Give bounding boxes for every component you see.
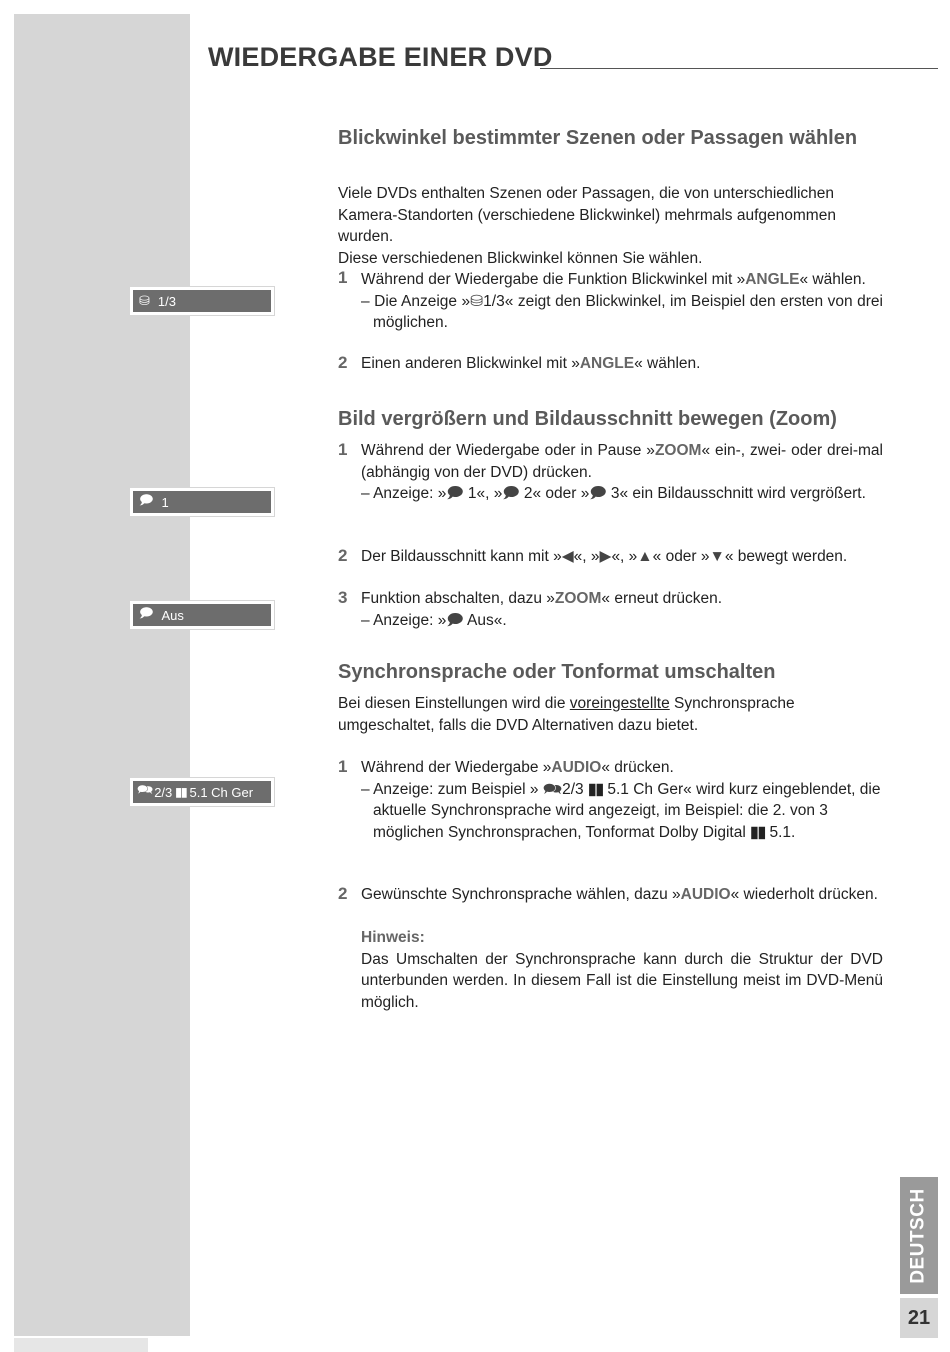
speech-bubble-icon: 🗪 bbox=[542, 780, 563, 798]
osd-zoom-off-value: Aus bbox=[161, 607, 184, 623]
section-angle-step-1: Während der Wiedergabe die Funktion Blickwinkel mit »ANGLE« wählen. – Die Anzeige »⛁1/3« zeigt den Blickwinkel, im Beispiel den ersten von drei möglichen. bbox=[361, 271, 883, 331]
key-angle: ANGLE bbox=[745, 271, 800, 288]
zoom-magnifier-icon: 🗩 bbox=[446, 485, 464, 502]
camera-angle-icon: ⛁ bbox=[470, 292, 484, 310]
note-text: Das Umschalten der Synchronsprache kann durch die Struktur der DVD unterbunden werden. In diesem Fall ist die Einstellung meist im DVD-Menü möglich. bbox=[361, 950, 883, 1011]
section-zoom-step-1: Während der Wiedergabe oder in Pause »ZOOM« ein-, zwei- oder drei-mal (abhängig von der DVD) drücken. – Anzeige: »🗩 1«, »🗩 2« oder »🗩 3« ein Bildausschnitt wird vergrößert. bbox=[361, 442, 883, 502]
key-zoom: ZOOM bbox=[654, 442, 702, 459]
speech-bubble-icon: 🗪 bbox=[137, 782, 154, 797]
underlined-word: voreingestellte bbox=[569, 695, 670, 712]
intro-line-2: Diese verschiedenen Blickwinkel können Sie wählen. bbox=[338, 249, 703, 267]
note-block bbox=[361, 927, 883, 1013]
key-angle: ANGLE bbox=[579, 355, 635, 372]
osd-zoom-display bbox=[130, 488, 274, 516]
section-angle-heading: Blickwinkel bestimmter Szenen oder Passagen wählen bbox=[338, 127, 858, 149]
dolby-digital-icon: ▮▮ bbox=[587, 780, 604, 798]
section-audio-step-1: Während der Wiedergabe »AUDIO« drücken. – Anzeige: zum Beispiel » 🗪2/3 ▮▮ 5.1 Ch Ger« wird kurz eingeblendet, die aktuelle Synchronsprache wird angezeigt, im Beispiel: die 2. von 3 möglichen Synchronsprachen, Tonformat Dolby Digital ▮▮ 5.1. bbox=[361, 759, 881, 841]
osd-audio-display bbox=[130, 778, 274, 806]
osd-audio-track: 2/3 bbox=[154, 784, 173, 800]
step-number: 2 bbox=[338, 546, 348, 565]
camera-angle-icon: ⛁ bbox=[139, 293, 150, 308]
step-number: 3 bbox=[338, 588, 348, 607]
left-sidebar-band bbox=[14, 14, 190, 1336]
osd-angle-value: 1/3 bbox=[157, 293, 176, 309]
section-angle-intro bbox=[338, 183, 884, 269]
note-heading: Hinweis: bbox=[361, 929, 425, 946]
language-tab bbox=[900, 1177, 938, 1294]
zoom-magnifier-icon: 🗩 bbox=[446, 611, 464, 629]
section-audio-heading: Synchronsprache oder Tonformat umschalten bbox=[338, 661, 776, 683]
osd-zoom-value: 1 bbox=[161, 494, 169, 510]
step-number: 1 bbox=[338, 440, 348, 459]
dolby-digital-icon: ▮▮ bbox=[750, 823, 766, 841]
key-audio: AUDIO bbox=[680, 886, 731, 903]
zoom-magnifier-icon: 🗩 bbox=[139, 492, 154, 507]
step-number: 1 bbox=[338, 757, 348, 776]
section-zoom-step-3: Funktion abschalten, dazu »ZOOM« erneut drücken. – Anzeige: »🗩 Aus«. bbox=[361, 590, 723, 629]
step-number: 1 bbox=[338, 268, 348, 287]
step-number: 2 bbox=[338, 884, 348, 903]
key-zoom: ZOOM bbox=[554, 590, 602, 607]
zoom-magnifier-icon: 🗩 bbox=[589, 485, 607, 502]
arrow-right-icon: ▶ bbox=[599, 548, 612, 565]
arrow-down-icon: ▼ bbox=[709, 548, 725, 565]
intro-line-1: Viele DVDs enthalten Szenen oder Passagen, die von unterschiedlichen Kamera-Standorten (verschiedene Blickwinkel) mehrmals aufgenommen wurden. bbox=[338, 185, 836, 245]
osd-zoom-off-display bbox=[130, 601, 274, 629]
title-rule bbox=[540, 68, 938, 69]
dolby-digital-icon: ▮▮ bbox=[175, 785, 187, 799]
page-number: 21 bbox=[907, 1306, 931, 1329]
key-audio: AUDIO bbox=[551, 759, 602, 776]
osd-angle-display bbox=[130, 287, 274, 315]
section-zoom-heading: Bild vergrößern und Bildausschnitt bewegen (Zoom) bbox=[338, 408, 837, 430]
section-audio-intro: Bei diesen Einstellungen wird die voreingestellte Synchronsprache umgeschaltet, falls die DVD Alternativen dazu bietet. bbox=[338, 695, 795, 734]
arrow-up-icon: ▲ bbox=[637, 548, 653, 565]
osd-audio-format: 5.1 Ch Ger bbox=[189, 784, 254, 800]
zoom-magnifier-icon: 🗩 bbox=[139, 605, 154, 620]
sidebar-foot bbox=[14, 1338, 148, 1352]
section-zoom-step-2: Der Bildausschnitt kann mit »◀«, »▶«, »▲« oder »▼« bewegt werden. bbox=[361, 548, 848, 565]
section-audio-step-2: Gewünschte Synchronsprache wählen, dazu »AUDIO« wiederholt drücken. bbox=[361, 886, 878, 903]
section-angle-step-2: Einen anderen Blickwinkel mit »ANGLE« wählen. bbox=[361, 355, 701, 372]
language-label: DEUTSCH bbox=[908, 1187, 929, 1284]
page-title: WIEDERGABE EINER DVD bbox=[208, 42, 553, 72]
zoom-magnifier-icon: 🗩 bbox=[502, 485, 520, 502]
arrow-left-icon: ◀ bbox=[561, 548, 574, 565]
step-number: 2 bbox=[338, 353, 348, 372]
